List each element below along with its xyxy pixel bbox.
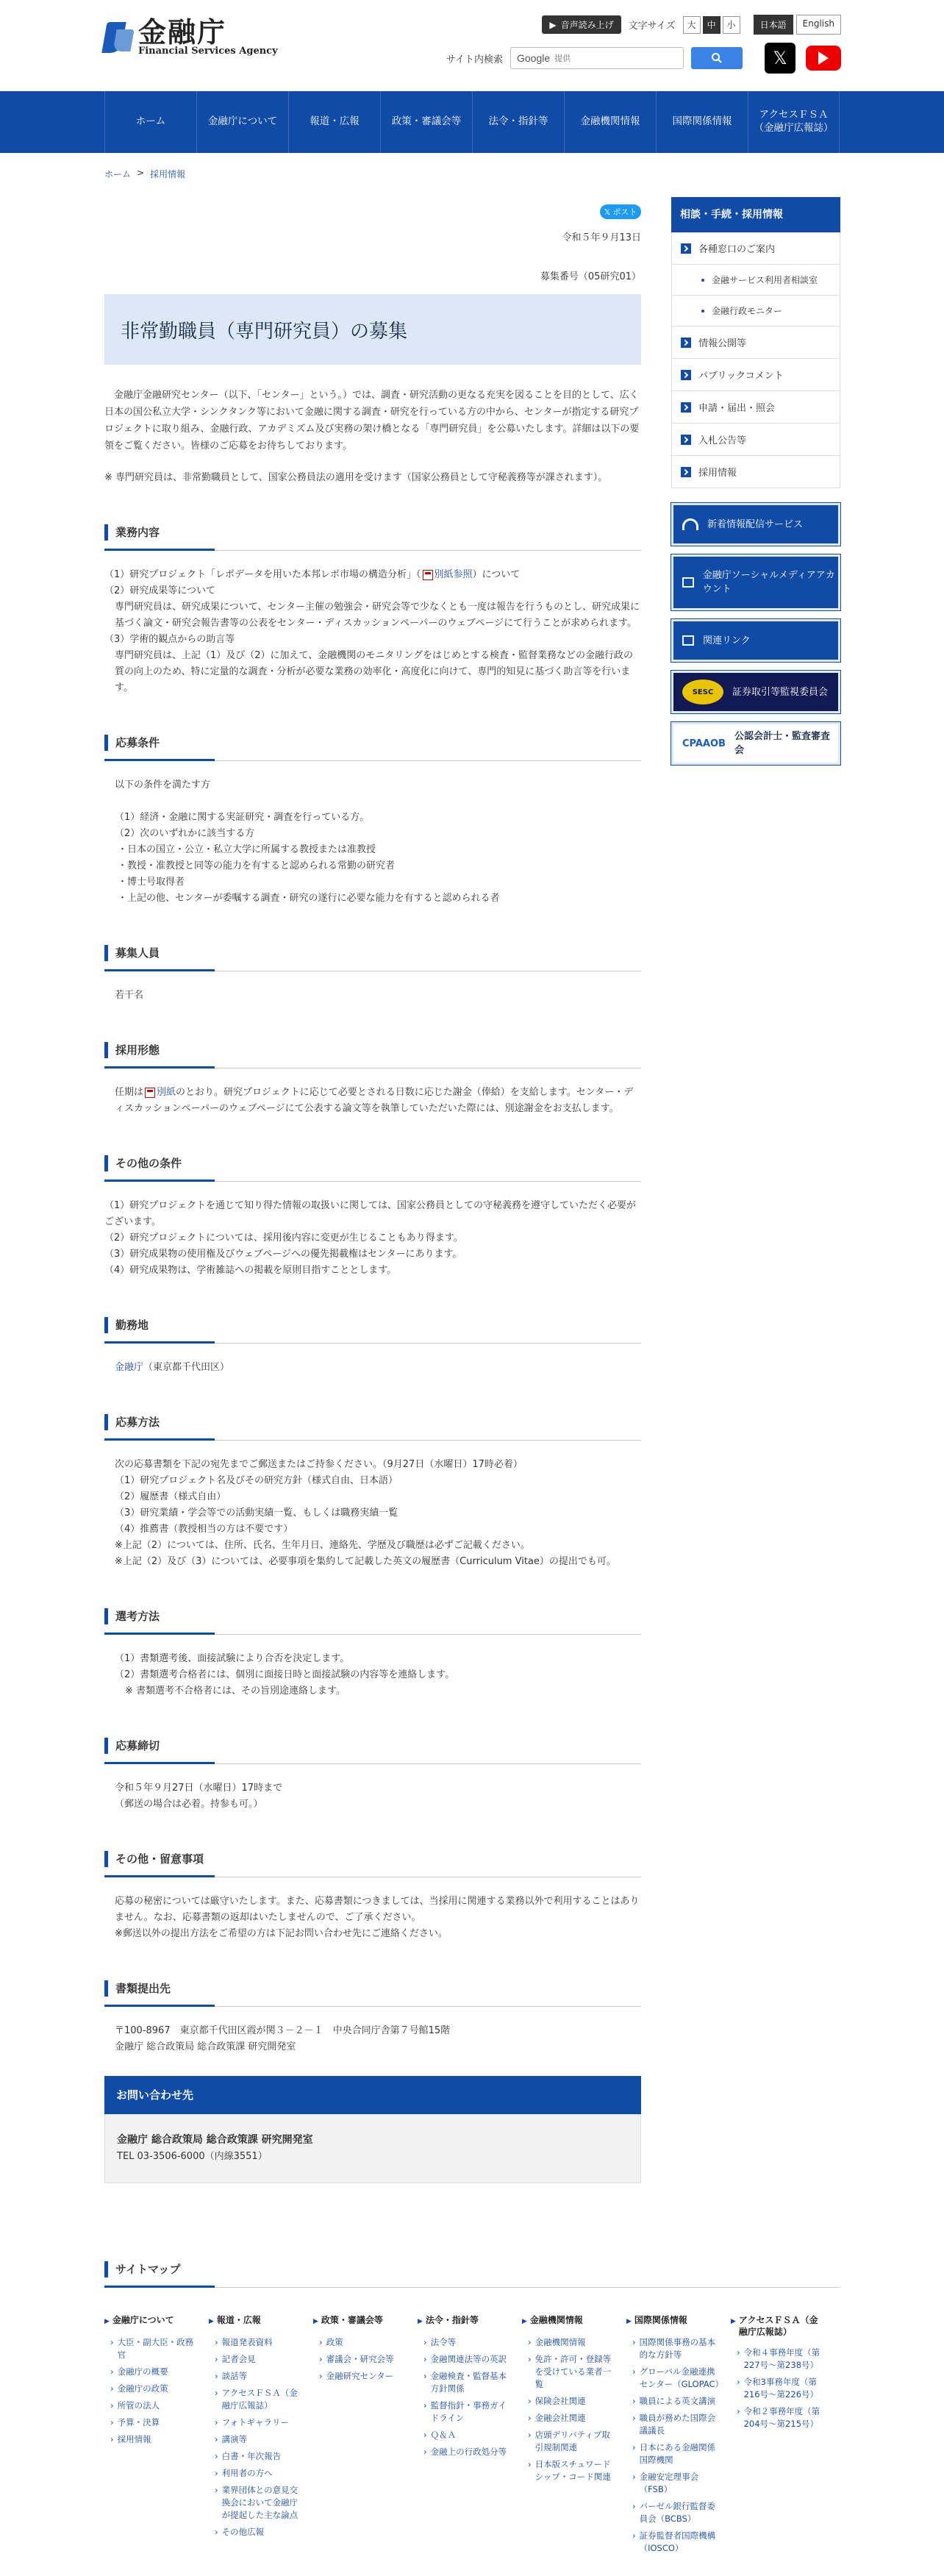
sitemap-link[interactable]: › 講演等 xyxy=(215,2433,304,2446)
contact-heading: お問い合わせ先 xyxy=(104,2076,641,2114)
sitemap-heading: サイトマップ xyxy=(104,2261,840,2277)
section-heading: 選考方法 xyxy=(104,1608,641,1624)
logo-title-en: Financial Services Agency xyxy=(138,46,278,57)
section-heading: その他の条件 xyxy=(104,1155,641,1171)
pdf-icon xyxy=(423,570,433,580)
sitemap-link[interactable]: › Ｑ＆Ａ xyxy=(423,2429,513,2441)
sitemap-link[interactable]: › 審議会・研究会等 xyxy=(319,2353,409,2366)
sitemap-link[interactable]: › 日本版スチュワードシップ・コード関連 xyxy=(528,2458,618,2483)
sitemap-link[interactable]: › 保険会社関連 xyxy=(528,2395,618,2408)
bullet-icon xyxy=(701,310,704,313)
section-headcount: 募集人員 若干名 xyxy=(104,945,641,1004)
search-input[interactable] xyxy=(554,54,657,63)
sitemap-link[interactable]: › アクセスＦＳＡ（金融庁広報誌） xyxy=(215,2387,304,2412)
sitemap-link[interactable]: › 金融機関情報 xyxy=(528,2336,618,2349)
arrow-icon xyxy=(681,402,691,413)
site-search xyxy=(446,43,841,74)
sitemap-column xyxy=(626,2314,731,2559)
arrow-icon xyxy=(681,338,691,348)
arrow-icon: ▶ xyxy=(418,2318,423,2325)
sidebar-item-recruit[interactable]: 採用情報 xyxy=(672,456,840,488)
section-heading: 業務内容 xyxy=(104,524,641,540)
section-requirements: 応募条件 以下の条件を満たす方 （1）経済・金融に関する実証研究・調査を行っている方。 （2）次のいずれかに該当する方 ・日本の国立・公立・私立大学に所属する教授または准教授 ・教授・准教授と同等の能力を有すると認められる常勤の研究者 ・博士号取得者 ・上記の他、センターが委嘱する調査・研究の遂行に必要な能力を有すると認められる者 xyxy=(104,735,641,907)
sidebar-item-contact-windows[interactable]: 各種窓口のご案内 xyxy=(672,232,840,265)
section-heading: 書類提出先 xyxy=(104,1980,641,1997)
sitemap-link[interactable]: › 政策 xyxy=(319,2336,409,2349)
sidebar-heading: 相談・手続・採用情報 xyxy=(671,197,840,232)
banner-social-media[interactable]: 金融庁ソーシャルメディアアカウント xyxy=(671,554,840,610)
sitemap-link[interactable]: › 職員による英文講演 xyxy=(632,2395,722,2408)
status-note: ※ 専門研究員は、非常勤職員として、国家公務員法の適用を受けます（国家公務員として守秘義務等が課されます）。 xyxy=(104,472,608,483)
arrow-icon xyxy=(681,243,691,254)
arrow-icon: ▶ xyxy=(731,2318,736,2325)
font-size-label: 文字サイズ xyxy=(628,21,676,32)
sitemap-column-heading[interactable]: ▶ 法令・指針等 xyxy=(418,2314,513,2327)
section-heading: 募集人員 xyxy=(104,945,641,961)
sitemap-link[interactable]: › 金融安定理事会（FSB） xyxy=(632,2471,722,2496)
sitemap-link[interactable]: › 免許・許可・登録等を受けている業者一覧 xyxy=(528,2353,618,2391)
lang-japanese[interactable]: 日本語 xyxy=(754,15,793,35)
gnav-access-fsa[interactable]: アクセスＦＳＡ （金融庁広報誌） xyxy=(748,91,840,153)
sidebar-item-applications[interactable]: 申請・届出・照会 xyxy=(672,391,840,424)
sitemap-column-heading[interactable]: ▶ 金融機関情報 xyxy=(522,2314,618,2327)
arrow-icon xyxy=(681,435,691,445)
pdf-icon xyxy=(145,1088,155,1098)
section-heading: 応募締切 xyxy=(104,1738,641,1754)
section-employment: 採用形態 任期は 別紙のとおり。研究プロジェクトに応じて必要とされる日数に応じた謝金（俸給）を支給します。センター・ディスカッションペーパーのウェブページにて公表する論文等を執筆していただいた際には、別途謝金をお支払します。 xyxy=(104,1042,641,1117)
sitemap-link[interactable]: › 令和3事務年度（第216号～第226号） xyxy=(737,2376,826,2401)
sitemap-column xyxy=(209,2314,313,2559)
sidebar-item-disclosure[interactable]: 情報公開等 xyxy=(672,327,840,359)
gnav-laws[interactable]: 法令・指針等 xyxy=(472,91,564,153)
contact-box xyxy=(104,2076,641,2183)
sitemap-link[interactable]: › 予算・決算 xyxy=(110,2416,200,2429)
sitemap-column xyxy=(104,2314,209,2559)
section-location: 勤務地 金融庁（東京都千代田区） xyxy=(104,1317,641,1376)
arrow-icon xyxy=(681,370,691,380)
section-deadline: 応募締切 令和５年９月27日（水曜日）17時まで （郵送の場合は必着。持参も可。） xyxy=(104,1738,641,1813)
breadcrumb-recruit[interactable]: 採用情報 xyxy=(150,169,186,179)
sitemap-column-heading[interactable]: ▶ 報道・広報 xyxy=(209,2314,304,2327)
sitemap-column xyxy=(731,2314,835,2559)
voice-readout-button[interactable]: ▶ 音声読み上げ xyxy=(542,15,621,34)
arrow-icon: ▶ xyxy=(313,2318,318,2325)
sitemap-column-heading[interactable]: ▶ 国際関係情報 xyxy=(626,2314,722,2327)
wifi-icon xyxy=(682,518,698,530)
intro-text: 金融庁金融研究センター（以下、「センター」という。）では、調査・研究活動の更なる充実を図ることを目的として、広く日本の国公私立大学・シンクタンク等において金融に関する調査・研究を行っている方の中から、センターが指定する研究プロジェクトに取り組み、金融行政、アカデミズム及び実務の架け橋となる「専門研究員」を公募いたします。詳細は以下の要領をご覧ください。皆様のご応募をお待ちしております。 xyxy=(104,390,640,452)
section-heading: 応募条件 xyxy=(104,735,641,751)
contact-name: 金融庁 総合政策局 総合政策課 研究開発室 xyxy=(117,2134,313,2146)
sidebar-item-consultation[interactable]: 金融サービス利用者相談室 xyxy=(672,265,840,296)
font-size-medium[interactable]: 中 xyxy=(703,16,720,34)
sidebar-item-monitor[interactable]: 金融行政モニター xyxy=(672,296,840,327)
arrow-icon: ▶ xyxy=(209,2318,214,2325)
sitemap-link[interactable]: › 大臣・副大臣・政務官 xyxy=(110,2336,200,2361)
section-duties: 業務内容 （1）研究プロジェクト「レポデータを用いた本邦レポ市場の構造分析」（ 別紙参照）について （2）研究成果等について 専門研究員は、研究成果について、センター主催の勉強会・研究会等で少なくとも一度は報告を行うものとし、研究成果に基づく論文・研究会報告書等の公表をセンター・ディスカッションペーパーのウェブページにて行うことが求められます。 （3）学術的観点からの助言等 専門研究員は、上記（1）及び（2）に加えて、金融機関のモニタリングをはじめとする検査・監督業務などの金融行政の質の向上のため、特に定量的な調査・分析が必要な業務の効率化・高度化に向けて、専門的知見に基づく助言等を行います。 xyxy=(104,524,641,696)
sitemap-link[interactable]: › 職員が務めた国際会議議長 xyxy=(632,2412,722,2437)
section-submission: 書類提出先 〒100-8967 東京都千代田区霞が関３－２－１ 中央合同庁舎第７号館15階 金融庁 総合政策局 総合政策課 研究開発室 xyxy=(104,1980,641,2055)
x-share-icon: 𝕏 xyxy=(604,207,611,217)
sitemap-link[interactable]: › フォトギャラリー xyxy=(215,2416,304,2429)
sitemap-link[interactable]: › 令和２事務年度（第204号～第215号） xyxy=(737,2405,826,2430)
search-button[interactable] xyxy=(691,47,743,69)
sitemap-columns xyxy=(104,2314,840,2559)
link-icon xyxy=(682,635,694,646)
contact-tel: TEL 03-3506-6000（内線3551） xyxy=(117,2151,268,2162)
sitemap-link[interactable]: › 記者会見 xyxy=(215,2353,304,2366)
breadcrumb xyxy=(104,168,185,180)
sitemap-link[interactable]: › 日本にある金融関係国際機関 xyxy=(632,2441,722,2466)
fsa-logo-mark xyxy=(104,19,134,56)
sitemap-column xyxy=(418,2314,522,2559)
section-heading: その他・留意事項 xyxy=(104,1851,641,1867)
utility-bar xyxy=(542,15,841,35)
sidebar-item-bidding[interactable]: 入札公告等 xyxy=(672,424,840,456)
publish-date: 令和５年９月13日 xyxy=(562,232,641,243)
sitemap-link[interactable]: › 報道発表資料 xyxy=(215,2336,304,2349)
sitemap-link[interactable]: › 金融庁の政策 xyxy=(110,2383,200,2395)
sitemap-link[interactable]: › 採用情報 xyxy=(110,2433,200,2446)
post-share-button[interactable]: 𝕏 ポスト xyxy=(600,204,641,219)
main-content xyxy=(104,196,641,2183)
speaker-icon: ▶ xyxy=(549,19,557,30)
bullet-icon xyxy=(701,279,704,282)
x-icon[interactable]: 𝕏 xyxy=(765,43,795,74)
arrow-icon: ▶ xyxy=(522,2318,527,2325)
sitemap-link[interactable]: › 証券監督者国際機構（IOSCO） xyxy=(632,2530,722,2555)
social-icon xyxy=(682,577,694,588)
breadcrumb-separator: > xyxy=(137,168,145,178)
search-field[interactable] xyxy=(510,47,684,69)
sitemap-link[interactable]: › 談話等 xyxy=(215,2370,304,2383)
section-other-conditions: その他の条件 （1）研究プロジェクトを通じて知り得た情報の取扱いに関しては、国家公務員としての守秘義務を遵守していただく必要がございます。 （2）研究プロジェクトについては、採用後内容に変更が生じることもあり得ます。 （3）研究成果物の使用権及びウェブページへの優先掲載権はセンターにあります。 （4）研究成果物は、学術雑誌への掲載を原則目指すこととします。 xyxy=(104,1155,641,1279)
breadcrumb-home[interactable]: ホーム xyxy=(104,169,132,179)
sitemap-column-heading[interactable]: ▶ 金融庁について xyxy=(104,2314,200,2327)
attachment-link[interactable]: 別紙 xyxy=(157,1087,176,1098)
banner-related-links[interactable]: 関連リンク xyxy=(671,619,840,662)
sitemap-link[interactable]: › 金融会社関連 xyxy=(528,2412,618,2425)
arrow-icon: ▶ xyxy=(104,2318,110,2325)
section-heading: 採用形態 xyxy=(104,1042,641,1058)
sidebar-item-public-comment[interactable]: パブリックコメント xyxy=(672,359,840,391)
sitemap-link[interactable]: › 業界団体との意見交換会において金融庁が提起した主な論点 xyxy=(215,2484,304,2522)
sitemap-column xyxy=(522,2314,626,2559)
banner-sesc[interactable]: SESC 証券取引等監視委員会 xyxy=(671,671,840,713)
fsa-logo[interactable] xyxy=(104,18,278,57)
sitemap-link[interactable]: › 金融庁の概要 xyxy=(110,2366,200,2378)
sitemap-link[interactable]: › 金融関連法等の英訳 xyxy=(423,2353,513,2366)
gnav-press[interactable]: 報道・広報 xyxy=(288,91,380,153)
sitemap-link[interactable]: › グローバル金融連携センター（GLOPAC） xyxy=(632,2366,722,2391)
logo-title-jp: 金融庁 xyxy=(138,16,227,49)
global-nav xyxy=(0,91,944,153)
sitemap xyxy=(104,2261,840,2559)
google-label: Google xyxy=(517,52,551,64)
arrow-icon: ▶ xyxy=(626,2318,632,2325)
youtube-icon[interactable] xyxy=(806,46,841,71)
sitemap-link[interactable]: › 金融検査・監督基本方針関係 xyxy=(423,2370,513,2395)
fsa-link[interactable]: 金融庁 xyxy=(115,1362,144,1373)
sidebar xyxy=(671,197,840,765)
gnav-international[interactable]: 国際関係情報 xyxy=(656,91,748,153)
search-label: サイト内検索 xyxy=(446,54,503,65)
gnav-policy[interactable]: 政策・審議会等 xyxy=(380,91,472,153)
sitemap-link[interactable]: › 白書・年次報告 xyxy=(215,2450,304,2463)
sitemap-link[interactable]: › 利用者の方へ xyxy=(215,2467,304,2480)
sitemap-link[interactable]: › 金融研究センター xyxy=(319,2370,409,2383)
gnav-home[interactable]: ホーム xyxy=(104,91,196,153)
banner-cpaaob[interactable]: CPAAOB 公認会計士・監査審査会 xyxy=(671,722,840,765)
gnav-institutions[interactable]: 金融機関情報 xyxy=(564,91,656,153)
sitemap-link[interactable]: › 店頭デリバティブ取引規制関連 xyxy=(528,2429,618,2454)
sitemap-column xyxy=(313,2314,418,2559)
sitemap-link[interactable]: › 所管の法人 xyxy=(110,2400,200,2412)
recruit-number: 募集番号（05研究01） xyxy=(540,271,641,282)
sitemap-link[interactable]: › その他広報 xyxy=(215,2526,304,2538)
sitemap-link[interactable]: › 令和４事務年度（第227号～第238号） xyxy=(737,2347,826,2372)
section-notes: その他・留意事項 応募の秘密については厳守いたします。また、応募書類につきましては、当採用に関連する業務以外で利用することはありません。なお、応募書類の返却はいたしませんので、ご了承ください。 ※郵送以外の提出方法をご希望の方は下記お問い合わせ先にご連絡ください。 xyxy=(104,1851,641,1942)
sitemap-link[interactable]: › 法令等 xyxy=(423,2336,513,2349)
cpaaob-logo: CPAAOB xyxy=(682,738,726,749)
lang-english[interactable]: English xyxy=(796,15,841,35)
sitemap-column-heading[interactable]: ▶ アクセスＦＳＡ（金融庁広報誌） xyxy=(731,2315,818,2337)
attachment-link[interactable]: 別紙参照 xyxy=(434,569,473,580)
page-title: 非常勤職員（専門研究員）の募集 xyxy=(104,294,641,365)
sitemap-column-heading[interactable]: ▶ 政策・審議会等 xyxy=(313,2314,409,2327)
arrow-icon xyxy=(681,467,691,477)
sitemap-link[interactable]: › 国際関係事務の基本的な方針等 xyxy=(632,2336,722,2361)
gnav-about[interactable]: 金融庁について xyxy=(196,91,288,153)
section-application: 応募方法 次の応募書類を下記の宛先までご郵送またはご持参ください。（9月27日（水曜日）17時必着） （1）研究プロジェクト名及びその研究方針（様式自由、日本語） （2）履歴書（様式自由） （3）研究業績・学会等での活動実績一覧、もしくは職務実績一覧 （4）推薦書（教授相当の方は不要です） ※上記（2）については、住所、氏名、生年月日、連絡先、学歴及び職歴は必ずご記載ください。 ※上記（2）及び（3）については、必要事項を集約して記載した英文の履歴書（Curriculum Vitae）の提出でも可。 xyxy=(104,1414,641,1570)
section-heading: 勤務地 xyxy=(104,1317,641,1333)
font-size-large[interactable]: 大 xyxy=(683,16,701,34)
section-heading: 応募方法 xyxy=(104,1414,641,1430)
sitemap-link[interactable]: › バーゼル銀行監督委員会（BCBS） xyxy=(632,2500,722,2525)
font-size-small[interactable]: 小 xyxy=(723,16,740,34)
search-icon xyxy=(711,52,723,64)
site-header xyxy=(0,0,944,91)
sesc-logo: SESC xyxy=(682,679,723,704)
sitemap-link[interactable]: › 金融上の行政処分等 xyxy=(423,2446,513,2458)
banner-news-delivery[interactable]: 新着情報配信サービス xyxy=(671,503,840,546)
sitemap-link[interactable]: › 監督指針・事務ガイドライン xyxy=(423,2400,513,2425)
section-selection: 選考方法 （1）書類選考後、面接試験により合否を決定します。 （2）書類選考合格者には、個別に面接日時と面接試験の内容等を連絡します。 ※ 書類選考不合格者には、その旨別途連絡します。 xyxy=(104,1608,641,1699)
